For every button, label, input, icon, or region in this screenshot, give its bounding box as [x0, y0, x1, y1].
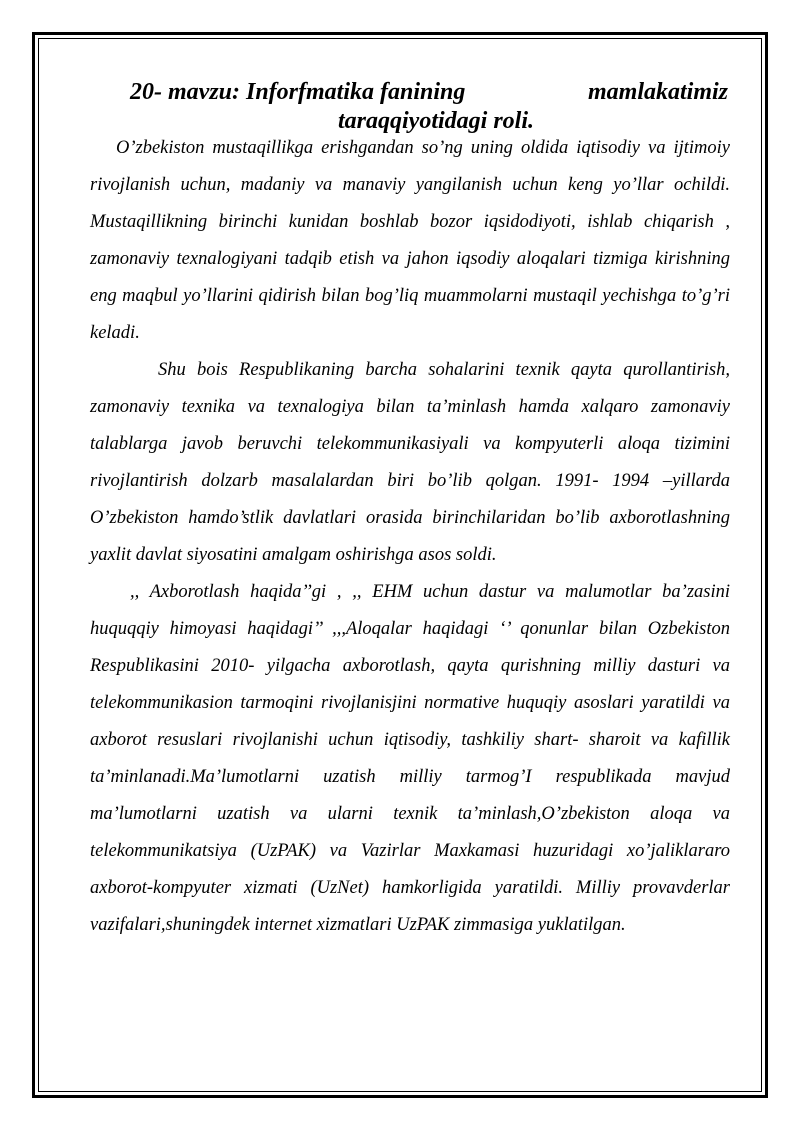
document-title: [90, 78, 730, 136]
paragraph-1: O’zbekiston mustaqillikga erishgandan so’ng uning oldida iqtisodiy va ijtimoiy rivojlanish uchun, madaniy va manaviy yangilanish uchun keng yo’llar ochildi. Mustaqillikning birinchi kunidan boshlab bozor iqsidodiyoti, ishlab chiqarish , zamonaviy texnalogiyani tadqib etish va jahon iqsodiy aloqalari tizmiga kirishning eng maqbul yo’llarini qidirish bilan bog’liq muammolarni mustaqil yechishga to’g’ri keladi.: [90, 138, 730, 343]
title-text-part-2: mamlakatimiz: [587, 79, 728, 105]
title-line-2: taraqqiyotidagi roli.: [337, 108, 534, 134]
title-line-1: [90, 78, 730, 107]
paragraph-3: ,, Axborotlash haqida’’gi , ,, EHM uchun dastur va malumotlar ba’zasini huquqqiy himoyasi haqidagi’’ ,,,Aloqalar haqidagi ‘’ qonunlar bilan Ozbekiston Respublikasini 2010- yilgacha axborotlash, qayta qurishning milliy dasturi va telekommunikasion tarmoqini rivojlanisjini normative huquqiy asoslari yaratildi va axborot resuslari rivojlanishi uchun iqtisodiy, tashkiliy shart- sharoit va kafillik ta’minlanadi.Ma’lumotlarni uzatish milliy tarmog’I respublikada mavjud ma’lumotlarni uzatish va ularni texnik ta’minlash,O’zbekiston aloqa va telekommunikatsiya (UzPAK) va Vazirlar Maxkamasi huzuridagi xo’jaliklararo axborot-kompyuter xizmati (UzNet) hamkorligida yaratildi. Milliy provavderlar vazifalari,shuningdek internet xizmatlari UzPAK zimmasiga yuklatilgan.: [90, 582, 730, 935]
title-text-part-1: 20- mavzu: Inforfmatika fanining: [130, 79, 466, 105]
document-body: [90, 78, 730, 944]
paragraph-2: Shu bois Respublikaning barcha sohalarini texnik qayta qurollantirish, zamonaviy texnika va texnalogiya bilan ta’minlash hamda xalqaro zamonaviy talablarga javob beruvchi telekommunikasiyali va kompyuterli aloqa tizimini rivojlantirish dolzarb masalalardan biri bo’lib qolgan. 1991- 1994 –yillarda O’zbekiston hamdo’stlik davlatlari orasida birinchilaridan bo’lib axborotlashning yaxlit davlat siyosatini amalgam oshirishga asos soldi.: [90, 360, 730, 565]
